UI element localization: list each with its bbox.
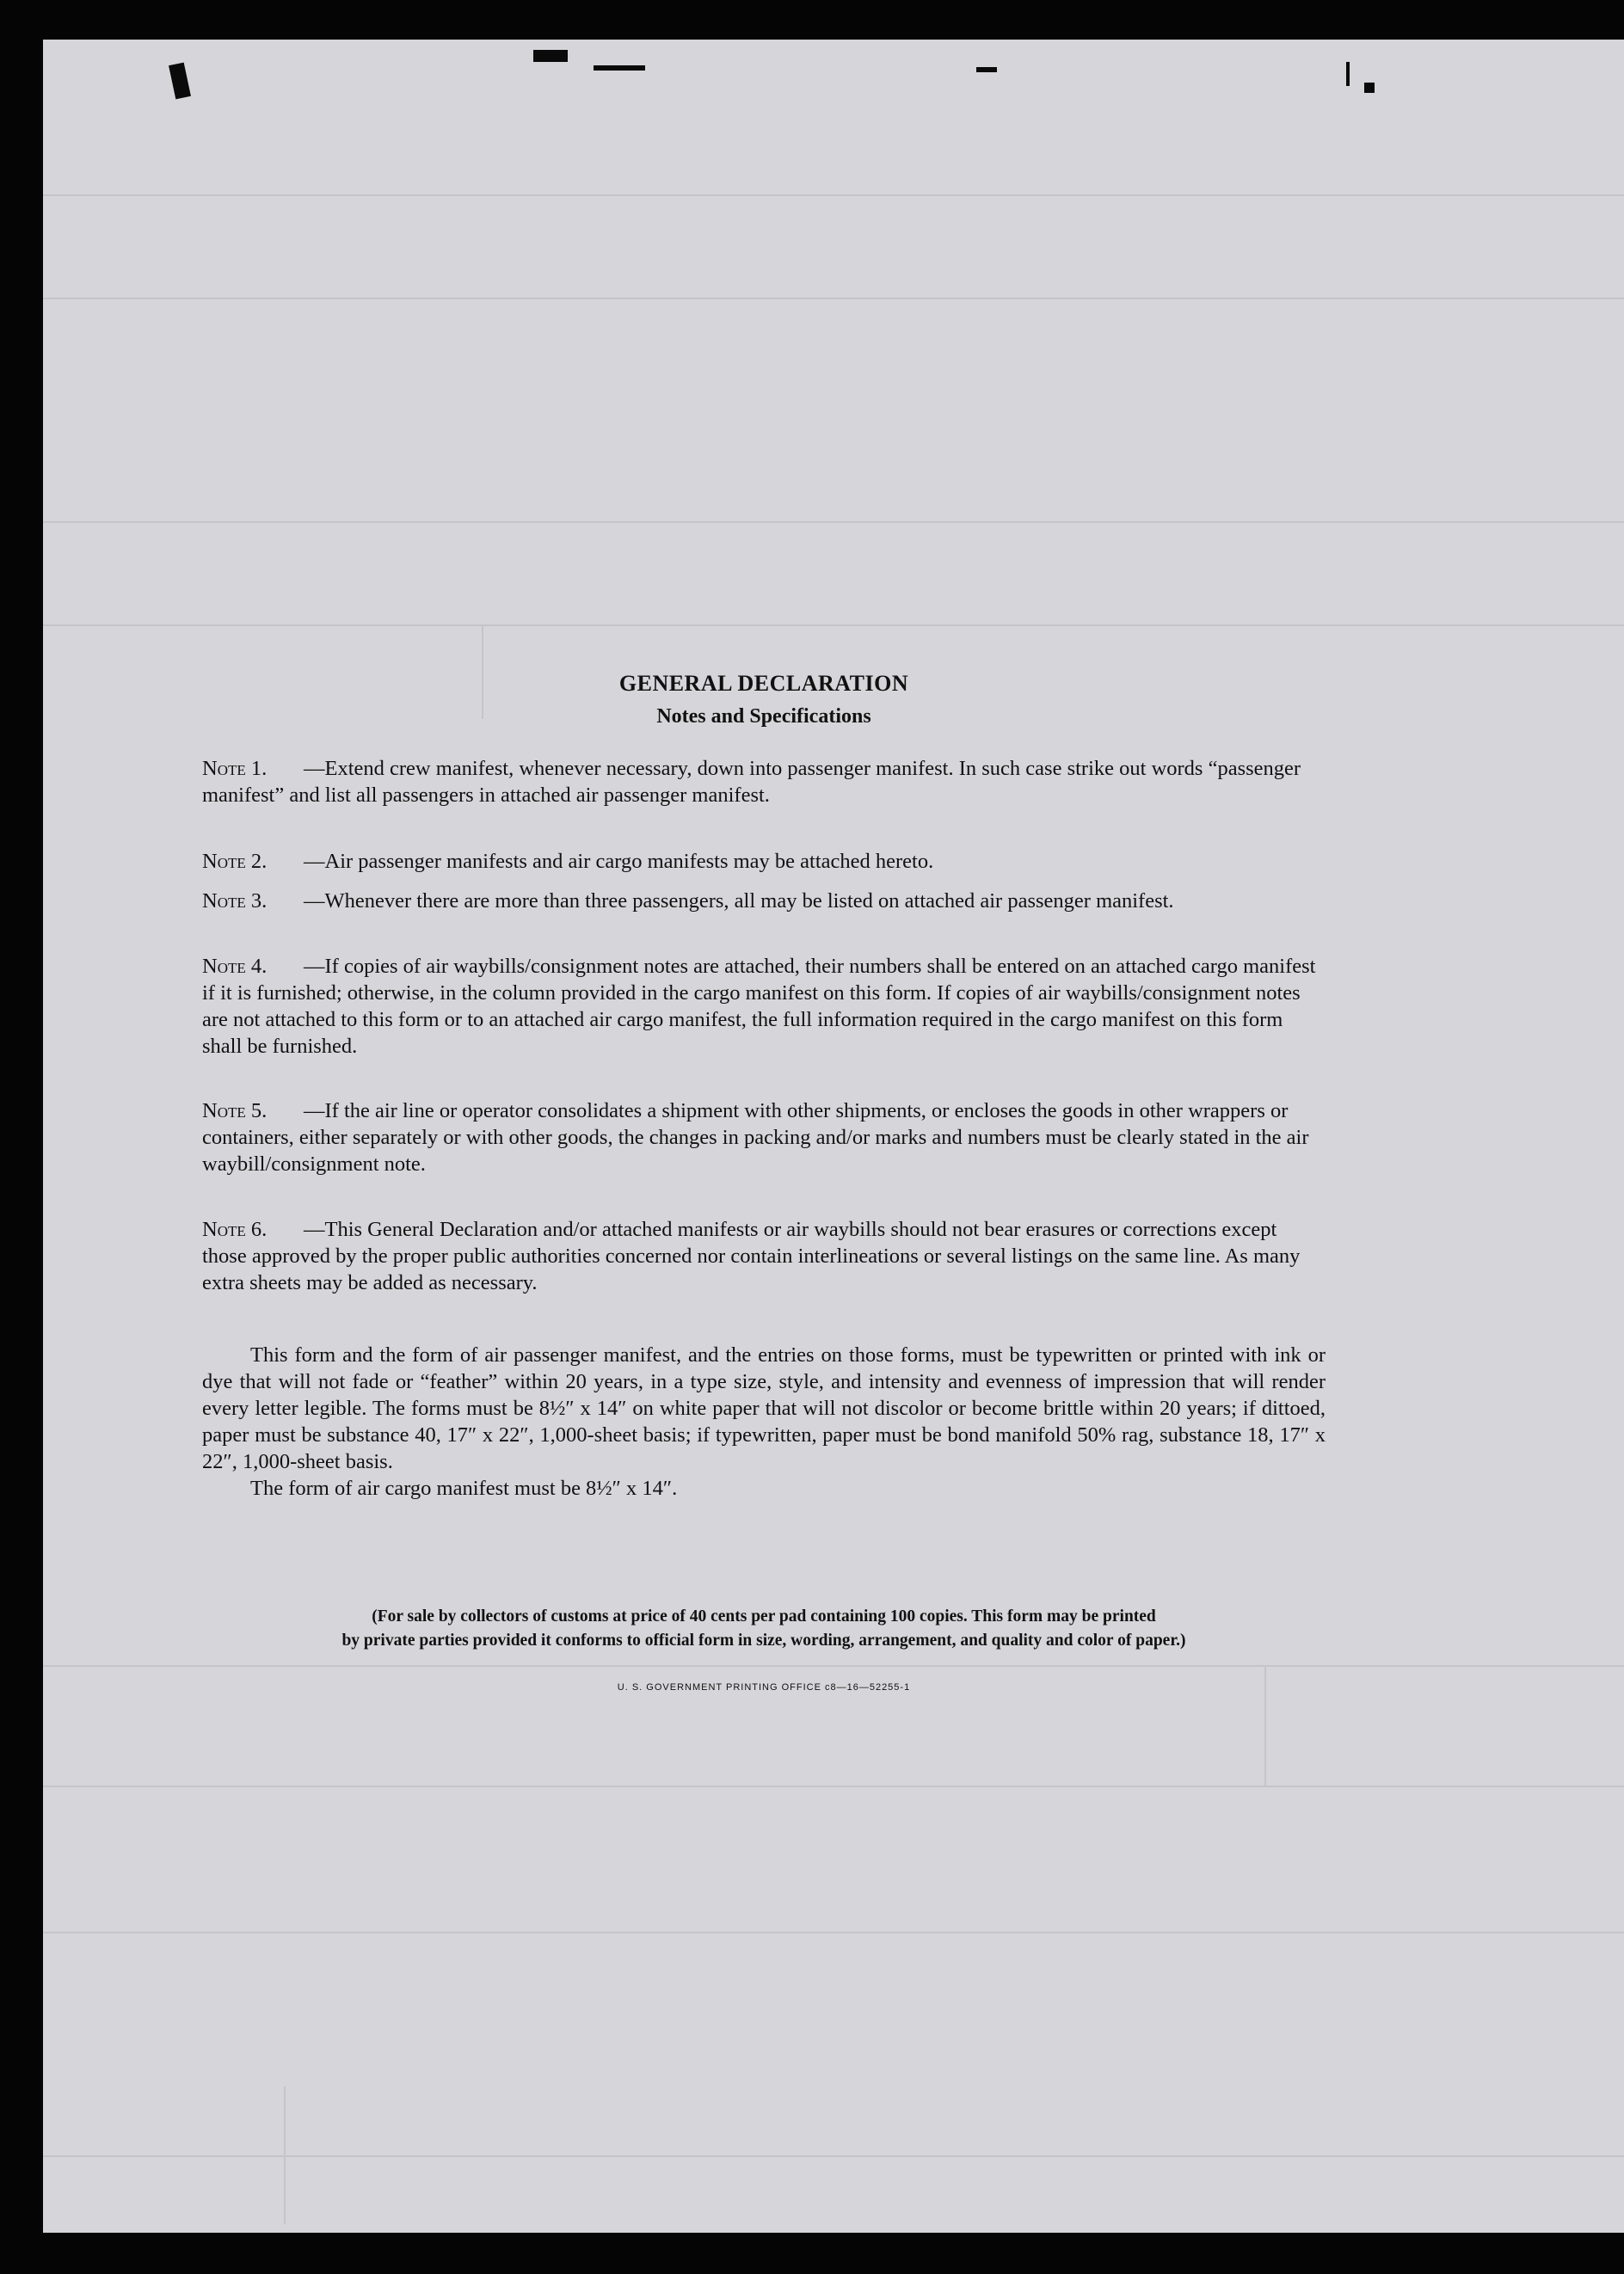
bleed-through-rule — [43, 2155, 1624, 2157]
document-page — [43, 40, 1624, 2233]
specification-text: This form and the form of air passenger manifest, and the entries on those forms, must be typewritten or printed with ink or dye that will not fade or “feather” within 20 years, in a type size, style, and intensity and evenness of impression that will render every letter legible. The forms must be 8½″ x 14″ on white paper that will not discolor or become brittle within 20 years; if dittoed, paper must be substance 40, 17″ x 22″, 1,000-sheet basis; if typewritten, paper must be bond manifold 50% rag, substance 18, 17″ x 22″, 1,000-sheet basis. — [202, 1343, 1326, 1473]
note-text: —If copies of air waybills/consignment notes are attached, their numbers shall be entered on an attached cargo manifest if it is furnished; otherwise, in the column provided in the cargo manifest on this form. If copies of air waybills/consignment notes are not attached to this form or to an attached air cargo manifest, the full information required in the cargo manifest on this form shall be furnished. — [202, 955, 1316, 1058]
scan-artifact — [594, 65, 645, 71]
note-label: Note 6. — [202, 1218, 268, 1241]
note-1 — [202, 755, 1326, 808]
bleed-through-rule — [284, 2087, 286, 2224]
note-2 — [202, 848, 1326, 875]
bleed-through-rule — [43, 624, 1624, 626]
scan-artifact — [533, 50, 568, 62]
note-label: Note 5. — [202, 1099, 268, 1122]
note-4 — [202, 953, 1326, 1060]
note-3 — [202, 888, 1326, 914]
note-text: —If the air line or operator consolidates a shipment with other shipments, or encloses the goods in other wrappers or containers, either separately or with other goods, the changes in packing and/or marks and numbers must be clearly stated in the air waybill/consignment note. — [202, 1099, 1309, 1176]
specification-paragraph — [202, 1342, 1326, 1502]
sale-notice-line-2: by private parties provided it conforms to official form in size, wording, arrangement, and quality and color of paper.) — [341, 1632, 1186, 1650]
note-label: Note 3. — [202, 889, 268, 913]
declaration-subtitle: Notes and Specifications — [656, 705, 871, 728]
scan-artifact — [169, 63, 191, 100]
note-label: Note 1. — [202, 757, 268, 780]
cargo-manifest-size: The form of air cargo manifest must be 8½″ x 14″. — [250, 1477, 678, 1500]
bleed-through-rule — [43, 521, 1624, 523]
printer-imprint: U. S. GOVERNMENT PRINTING OFFICE c8—16—52255-1 — [617, 1682, 911, 1693]
note-6 — [202, 1216, 1326, 1296]
sale-notice-line-1: (For sale by collectors of customs at price of 40 cents per pad containing 100 copies. This form may be printed — [372, 1607, 1156, 1626]
bleed-through-rule — [43, 1932, 1624, 1933]
note-label: Note 4. — [202, 955, 268, 978]
scan-artifact — [1364, 83, 1375, 93]
note-5 — [202, 1097, 1326, 1177]
bleed-through-rule — [43, 194, 1624, 196]
scan-artifact — [1346, 62, 1350, 86]
scan-artifact — [976, 67, 997, 72]
note-text: —This General Declaration and/or attached manifests or air waybills should not bear erasures or corrections except those approved by the proper public authorities concerned nor contain interlineations or several listings on the same line. As many extra sheets may be added as necessary. — [202, 1218, 1301, 1294]
declaration-title: GENERAL DECLARATION — [618, 671, 909, 696]
note-text: —Extend crew manifest, whenever necessary, down into passenger manifest. In such case strike out words “passenger manifest” and list all passengers in attached air passenger manifest. — [202, 757, 1301, 807]
sale-notice — [202, 1605, 1326, 1653]
note-text: —Air passenger manifests and air cargo manifests may be attached hereto. — [304, 850, 934, 873]
note-text: —Whenever there are more than three passengers, all may be listed on attached air passenger manifest. — [304, 889, 1174, 913]
bleed-through-rule — [43, 298, 1624, 299]
note-label: Note 2. — [202, 850, 268, 873]
bleed-through-rule — [43, 1665, 1624, 1667]
bleed-through-rule — [43, 1785, 1624, 1787]
